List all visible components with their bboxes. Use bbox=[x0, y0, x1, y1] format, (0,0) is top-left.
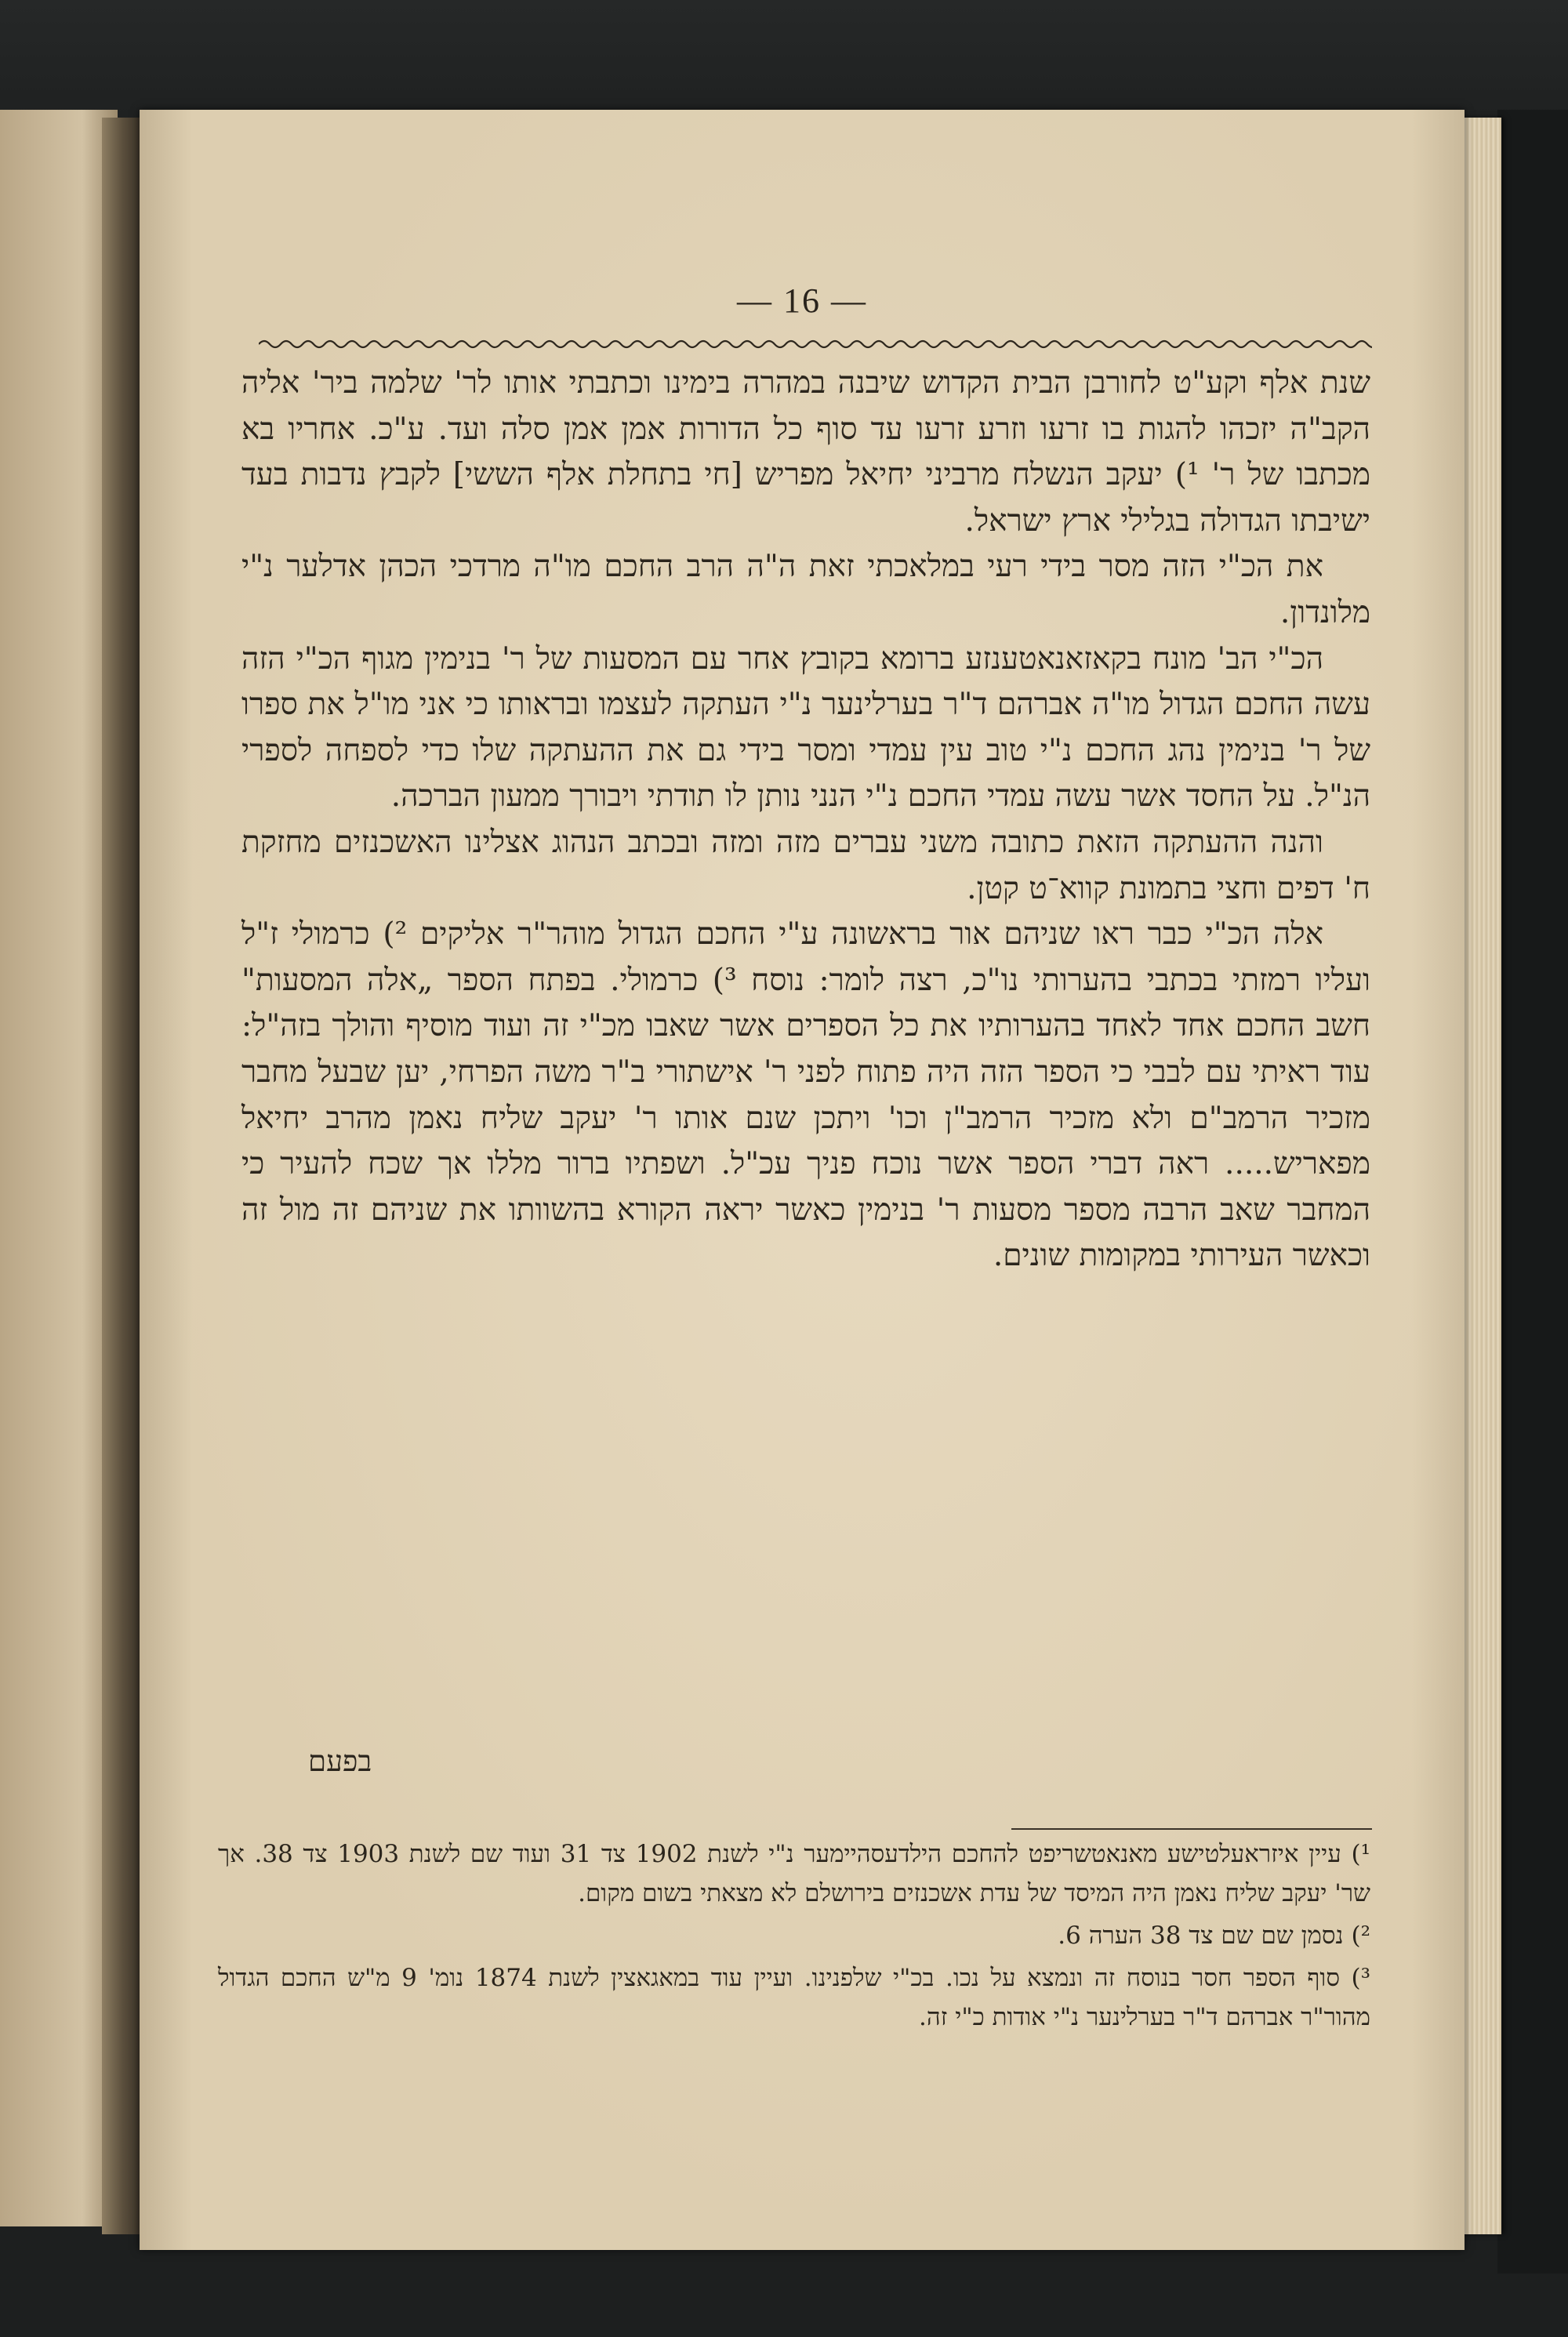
footnote: ²) נסמן שם שם צד 38 הערה 6. bbox=[1058, 1921, 1370, 1950]
footnote: ¹) עיין איזראעלטישע מאנאטשריפט להחכם הילדעסהיימער נ"י לשנת 1902 צד 31 ועוד שם לשנת 1903 צד 38. אך שר' יעקב שליח נאמן היה המיסד של עדת אשכנזים בירושלם לא מצאתי בשום מקום. bbox=[218, 1840, 1370, 1907]
paragraph: אלה הכ"י כבר ראו שניהם אור בראשונה ע"י החכם הגדול מוהר"ר אליקים ²) כרמולי ז"ל ועליו רמזתי בכתבי בהערותי נו"כ, רצה לומר: נוסח ³) כרמולי. בפתח הספר „אלה המסעות" חשב החכם אחד לאחד בהערותיו את כל הספרים אשר שאבו מכ"י זה ועוד מוסיף והולך בזה"ל: עוד ראיתי עם לבבי כי הספר הזה היה פתוח לפני ר' אישתורי ב"ר משה הפרחי, יען שבעל מחבר מזכיר הרמב"ם ולא מזכיר הרמב"ן וכו' ויתכן שנם אותו ר' יעקב שליח נאמן מהרב יחיאל מפאריש..... ראה דברי הספר אשר נוכח פניך עכ"ל. ושפתיו ברור מללו אך שכח להעיר כי המחבר שאב הרבה מספר מסעות ר' בנימין כאשר יראה הקורא בהשוותו את שניהם זה מול זה וכאשר העירותי במקומות שונים. bbox=[241, 916, 1370, 1274]
book-page bbox=[140, 110, 1465, 2250]
wavy-rule-divider bbox=[259, 336, 1372, 353]
paragraph: את הכ"י הזה מסר בידי רעי במלאכתי זאת ה"ה הרב החכם מו"ה מרדכי הכהן אדלער נ"י מלונדון. bbox=[241, 549, 1370, 630]
paragraph: הכ"י הב' מונח בקאזאנאטענזע ברומא בקובץ אחר עם המסעות של ר' בנימין מגוף הכ"י הזה עשה החכם הגדול מו"ה אברהם ד"ר בערלינער נ"י העתקה לעצמו ובראותו כי אני מו"ל את ספרו של ר' בנימין נהג החכם נ"י טוב עין עמדי ומסר בידי גם את ההעתקה שלו כדי לספחה לספרי הנ"ל. על החסד אשר עשה עמדי החכם נ"י הנני נותן לו תודתי ויבורך ממעון הברכה. bbox=[241, 640, 1370, 815]
body-text bbox=[241, 361, 1370, 1279]
page-number: — 16 — bbox=[737, 281, 867, 320]
paragraph: שנת אלף וקע"ט לחורבן הבית הקדוש שיבנה במהרה בימינו וכתבתי אותו לר' שלמה ביר' אליה הקב"ה יזכהו להגות בו זרעו וזרע זרעו עד סוף כל הדורות אמן אמן סלה ועד. ע"כ. אחריו בא מכתבו של ר' ¹) יעקב הנשלח מרביני יחיאל מפריש [חי בתחלת אלף הששי] לקבץ נדבות בעד ישיבתו הגדולה בגלילי ארץ ישראל. bbox=[241, 365, 1370, 539]
book-cover-right bbox=[1497, 110, 1568, 2273]
paragraph: והנה ההעתקה הזאת כתובה משני עברים מזה ומזה ובכתב הנהוג אצלינו האשכנזים מחזקת ח' דפים וחצי בתמונת קווא־ט קטן. bbox=[241, 824, 1370, 906]
footnote-divider bbox=[1011, 1828, 1372, 1830]
footnote: ³) סוף הספר חסר בנוסח זה ונמצא על נכו. בכ"י שלפנינו. ועיין עוד במאגאצין לשנת 1874 נומ' 9 מ"ש החכם הגדול מהור"ר אברהם ד"ר בערלינער נ"י אודות כ"י זה. bbox=[218, 1964, 1370, 2031]
catchword: בפעם bbox=[308, 1744, 372, 1778]
left-page-edge bbox=[0, 110, 118, 2226]
footnotes bbox=[218, 1834, 1370, 2040]
